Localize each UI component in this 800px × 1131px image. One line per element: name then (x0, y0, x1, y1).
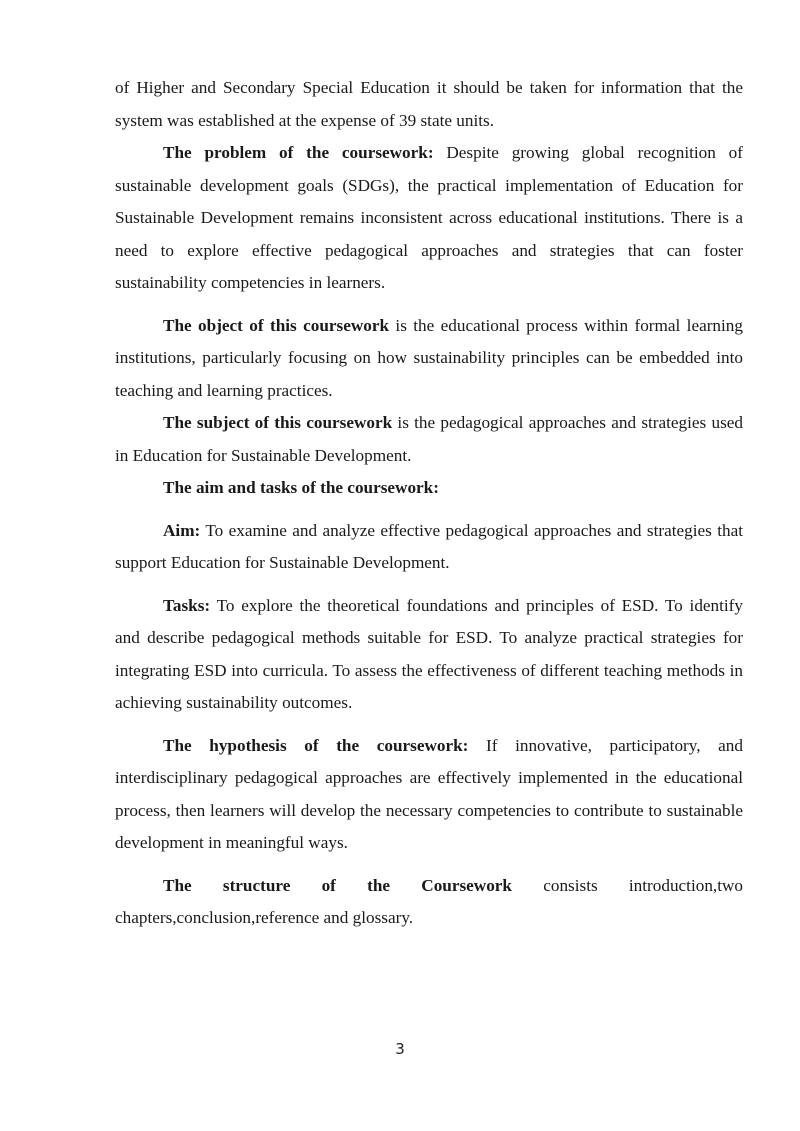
structure-paragraph-continued (115, 902, 743, 935)
problem-text: Despite growing global recognition of sustainable development goals (SDGs), the practical implementation of Education for Sustainable Development remains inconsistent across educational institutions. There is a need to explore effective pedagogical approaches and strategies that can foster sustainability competencies in learners. (115, 143, 744, 292)
tasks-paragraph (115, 590, 743, 720)
subject-text: is the pedagogical approaches and strategies used in Education for Sustainable Development. (115, 413, 743, 465)
aim-tasks-heading-paragraph (115, 472, 743, 505)
tasks-heading: Tasks: (163, 595, 211, 615)
tasks-text: To explore the theoretical foundations and principles of ESD. To identify and describe pedagogical methods suitable for ESD. To analyze practical strategies for integrating ESD into curricula. To assess the effectiveness of different teaching methods in achieving sustainability outcomes. (115, 595, 743, 712)
problem-heading: The problem of the coursework: (163, 143, 434, 162)
document-page (115, 72, 743, 935)
hypothesis-text: If innovative, participatory, and interdisciplinary pedagogical approaches are effectively implemented in the educational process, then learners will develop the necessary competencies to contribute to sustainable development in meaningful ways. (115, 735, 743, 852)
structure-paragraph (115, 870, 743, 903)
object-text: is the educational process within formal learning institutions, particularly focusing on how sustainability principles can be embedded into teaching and learning practices. (115, 315, 743, 400)
hypothesis-paragraph (115, 730, 743, 860)
aim-heading: Aim: (163, 520, 201, 540)
object-heading: The object of this coursework (163, 315, 390, 335)
structure-text-line2: chapters,conclusion,reference and glossary. (115, 908, 414, 927)
structure-heading: The structure of the Coursework (163, 875, 512, 895)
hypothesis-heading: The hypothesis of the coursework: (163, 735, 469, 755)
paragraph-text: of Higher and Secondary Special Education it should be taken for information that the system was established at the expense of 39 state units. (115, 78, 743, 130)
aim-text: To examine and analyze effective pedagogical approaches and strategies that support Education for Sustainable Development. (115, 520, 743, 572)
page-number: 3 (395, 1040, 405, 1058)
problem-paragraph (115, 137, 743, 300)
subject-heading: The subject of this coursework (163, 413, 393, 432)
structure-text-line1: consists introduction,two (512, 875, 744, 895)
object-paragraph (115, 310, 743, 408)
subject-paragraph (115, 407, 743, 472)
intro-continuation-paragraph (115, 72, 743, 137)
aim-tasks-heading: The aim and tasks of the coursework: (163, 478, 439, 497)
aim-paragraph (115, 515, 743, 580)
